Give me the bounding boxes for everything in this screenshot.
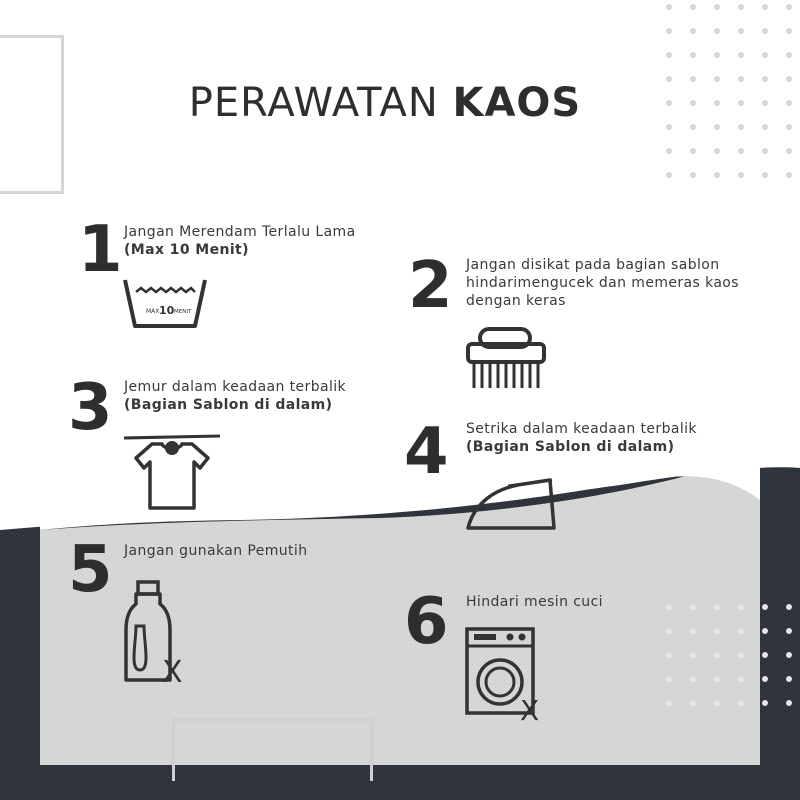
decor-dot <box>690 52 696 58</box>
step-line: Jemur dalam keadaan terbalik <box>124 379 347 395</box>
shirt-on-line-icon <box>122 428 222 512</box>
step-number: 4 <box>404 415 449 489</box>
decor-dot <box>762 628 768 634</box>
decor-dot <box>786 76 792 82</box>
decor-dot <box>690 700 696 706</box>
decor-dot <box>738 604 744 610</box>
step-text <box>124 378 346 414</box>
decor-dot <box>690 604 696 610</box>
decor-dot <box>714 4 720 10</box>
step-number: 1 <box>78 213 123 287</box>
decor-dot <box>666 28 672 34</box>
decor-dot <box>666 700 672 706</box>
decor-dot <box>738 28 744 34</box>
decor-dot <box>762 652 768 658</box>
decor-dot <box>666 628 672 634</box>
step-line: Hindari mesin cuci <box>466 594 603 610</box>
decor-dot <box>690 148 696 154</box>
x-mark: X <box>162 655 183 686</box>
decor-dot <box>738 676 744 682</box>
decor-dot <box>786 172 792 178</box>
step-text <box>466 593 603 611</box>
step-bold-note: (Max 10 Menit) <box>124 242 249 258</box>
decor-dot <box>714 604 720 610</box>
dot-grid-bottom-right <box>660 600 800 730</box>
decor-dot <box>762 52 768 58</box>
step-text <box>466 256 739 310</box>
decor-dot <box>666 652 672 658</box>
step-text <box>124 223 356 259</box>
decor-dot <box>786 628 792 634</box>
decor-dot <box>714 676 720 682</box>
decor-dot <box>714 148 720 154</box>
basin-label-small: MAX <box>146 308 160 315</box>
decor-dot <box>762 700 768 706</box>
decor-dot <box>786 604 792 610</box>
decor-dot <box>786 148 792 154</box>
bleach-bottle-icon <box>122 580 192 686</box>
title-light: PERAWATAN <box>188 80 453 126</box>
decor-dot <box>714 652 720 658</box>
decor-dot <box>690 628 696 634</box>
decor-dot <box>666 604 672 610</box>
decor-dot <box>786 676 792 682</box>
decor-dot <box>666 4 672 10</box>
decor-dot <box>762 172 768 178</box>
page-title <box>0 80 770 126</box>
step-line: hindarimengucek dan memeras kaos <box>466 275 739 291</box>
decor-dot <box>762 604 768 610</box>
step-number: 3 <box>68 371 113 445</box>
decor-dot <box>714 52 720 58</box>
step-number: 6 <box>404 585 449 659</box>
step-line: Setrika dalam keadaan terbalik <box>466 421 697 437</box>
decor-dot <box>738 4 744 10</box>
step-text <box>466 420 697 456</box>
washing-machine-icon <box>464 626 550 722</box>
decor-dot <box>690 676 696 682</box>
decor-dot <box>714 700 720 706</box>
decor-dot <box>786 28 792 34</box>
wash-basin-icon <box>122 276 208 334</box>
step-line: Jangan disikat pada bagian sablon <box>466 257 720 273</box>
decor-dot <box>690 172 696 178</box>
decor-dot <box>786 4 792 10</box>
decor-dot <box>714 28 720 34</box>
decor-dot <box>738 148 744 154</box>
x-mark: X <box>520 694 540 722</box>
decor-dot <box>738 652 744 658</box>
decor-dot <box>690 4 696 10</box>
decor-dot <box>738 628 744 634</box>
decor-dot <box>786 100 792 106</box>
step-bold-note: (Bagian Sablon di dalam) <box>466 439 675 455</box>
step-line: Jangan Merendam Terlalu Lama <box>124 224 356 240</box>
step-number: 2 <box>408 249 453 323</box>
decor-dot <box>666 172 672 178</box>
decor-dot <box>714 172 720 178</box>
decor-dot <box>666 676 672 682</box>
decor-dot <box>714 628 720 634</box>
decor-dot <box>762 148 768 154</box>
decor-dot <box>690 28 696 34</box>
decor-dot <box>666 52 672 58</box>
decor-dot <box>762 676 768 682</box>
basin-label-big: 10 <box>159 304 175 317</box>
decor-dot <box>786 652 792 658</box>
decor-dot <box>786 52 792 58</box>
decor-frame-bottom <box>172 718 373 781</box>
decor-dot <box>786 700 792 706</box>
decor-dot <box>738 700 744 706</box>
step-number: 5 <box>68 533 113 607</box>
iron-icon <box>464 474 560 534</box>
decor-dot <box>762 4 768 10</box>
decor-dot <box>738 52 744 58</box>
step-line: Jangan gunakan Pemutih <box>124 543 308 559</box>
basin-label-unit: MENIT <box>174 309 192 315</box>
step-text <box>124 542 307 560</box>
title-bold: KAOS <box>452 80 582 126</box>
decor-dot <box>690 652 696 658</box>
step-line: dengan keras <box>466 293 566 309</box>
decor-dot <box>666 148 672 154</box>
step-bold-note: (Bagian Sablon di dalam) <box>124 397 333 413</box>
brush-icon <box>466 326 546 390</box>
decor-dot <box>738 172 744 178</box>
decor-dot <box>762 28 768 34</box>
decor-dot <box>786 124 792 130</box>
